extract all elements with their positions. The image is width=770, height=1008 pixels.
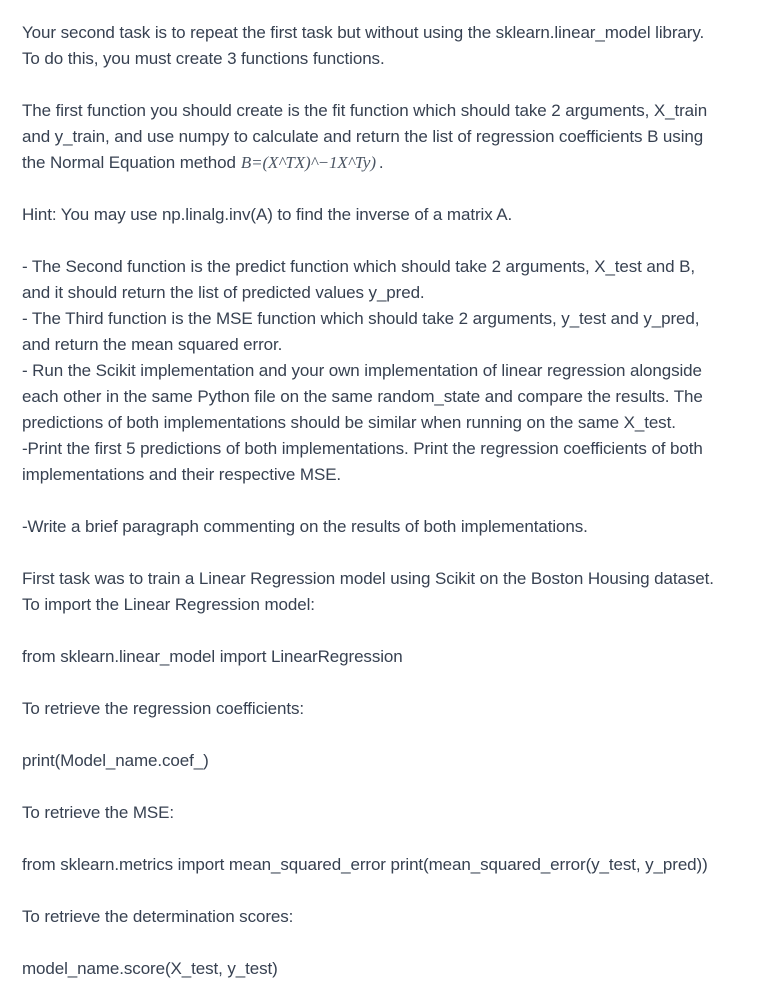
text-line: the Normal Equation method: [22, 153, 236, 172]
text-line: -Print the first 5 predictions of both implementations. Print the regression coefficients of both: [22, 439, 703, 458]
paragraph-first-task: [22, 566, 770, 618]
text-line: - Run the Scikit implementation and your own implementation of linear regression alongside: [22, 361, 702, 380]
text-line: and it should return the list of predicted values y_pred.: [22, 283, 425, 302]
text-line: To retrieve the MSE:: [22, 803, 175, 822]
paragraph-requirements: [22, 254, 770, 488]
normal-equation-line: [22, 150, 770, 176]
text-line: To import the Linear Regression model:: [22, 595, 315, 614]
paragraph-task-intro: [22, 20, 770, 72]
code-line: from sklearn.linear_model import LinearRegression: [22, 647, 403, 666]
code-line: print(Model_name.coef_): [22, 751, 209, 770]
paragraph-coefficients-label: [22, 696, 770, 722]
formula-period: .: [378, 153, 384, 172]
paragraph-fit-function: [22, 98, 770, 176]
text-line: To retrieve the regression coefficients:: [22, 699, 304, 718]
paragraph-score-label: [22, 904, 770, 930]
text-line: To do this, you must create 3 functions functions.: [22, 49, 385, 68]
code-line: model_name.score(X_test, y_test): [22, 959, 278, 978]
paragraph-mse-code: [22, 852, 770, 878]
text-line: The first function you should create is the fit function which should take 2 arguments, X_train: [22, 101, 708, 120]
paragraph-coefficients-code: [22, 748, 770, 774]
paragraph-mse-label: [22, 800, 770, 826]
paragraph-write-summary: [22, 514, 770, 540]
text-line: - The Third function is the MSE function which should take 2 arguments, y_test and y_pred,: [22, 309, 700, 328]
text-line: Hint: You may use np.linalg.inv(A) to find the inverse of a matrix A.: [22, 205, 513, 224]
document-body: [22, 20, 770, 1008]
text-line: and y_train, and use numpy to calculate and return the list of regression coefficients B using: [22, 127, 704, 146]
text-line: Your second task is to repeat the first task but without using the sklearn.linear_model library.: [22, 23, 705, 42]
paragraph-import-code: [22, 644, 770, 670]
text-line: implementations and their respective MSE.: [22, 465, 342, 484]
text-line: predictions of both implementations should be similar when running on the same X_test.: [22, 413, 676, 432]
text-line: First task was to train a Linear Regression model using Scikit on the Boston Housing dataset.: [22, 569, 714, 588]
code-line: from sklearn.metrics import mean_squared_error print(mean_squared_error(y_test, y_pred)): [22, 855, 708, 874]
paragraph-score-code: [22, 956, 770, 982]
paragraph-hint: [22, 202, 770, 228]
text-line: To retrieve the determination scores:: [22, 907, 294, 926]
text-line: - The Second function is the predict function which should take 2 arguments, X_test and B,: [22, 257, 695, 276]
text-line: each other in the same Python file on the same random_state and compare the results. The: [22, 387, 703, 406]
text-line: and return the mean squared error.: [22, 335, 283, 354]
text-line: -Write a brief paragraph commenting on the results of both implementations.: [22, 517, 588, 536]
normal-equation-formula: B=(X^TX)^−1X^Ty): [240, 153, 376, 172]
